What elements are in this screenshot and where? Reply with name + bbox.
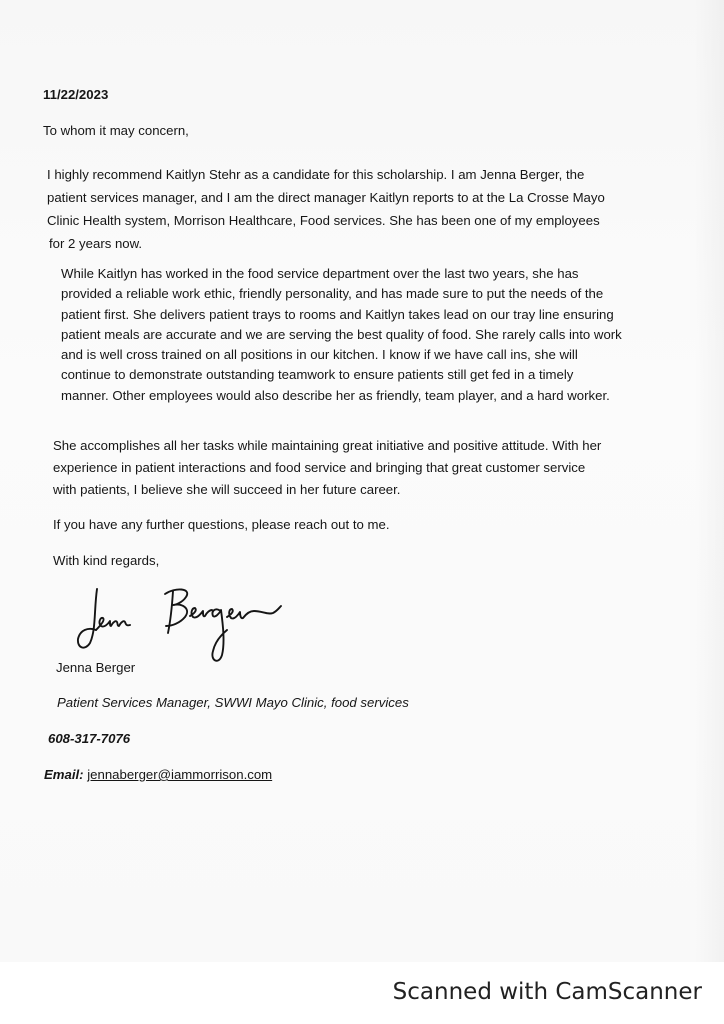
paragraph-line: continue to demonstrate outstanding teamwork to ensure patients still get fed in a timely bbox=[61, 367, 574, 383]
paragraph-line: Clinic Health system, Morrison Healthcare, Food services. She has been one of my employees bbox=[47, 213, 600, 228]
paragraph-line: and is well cross trained on all positions in our kitchen. I know if we have call ins, she will bbox=[61, 347, 578, 363]
email-line bbox=[44, 767, 272, 783]
scanner-watermark-bar bbox=[0, 962, 724, 1024]
paragraph-line: patient meals are accurate and we are serving the best quality of food. She rarely calls into work bbox=[61, 326, 622, 342]
letter-date: 11/22/2023 bbox=[43, 87, 109, 102]
paragraph-performance bbox=[61, 264, 622, 406]
paragraph-line: I highly recommend Kaitlyn Stehr as a candidate for this scholarship. I am Jenna Berger, the bbox=[47, 167, 585, 182]
paragraph-intro bbox=[47, 163, 605, 255]
signer-title: Patient Services Manager, SWWI Mayo Clinic, food services bbox=[57, 695, 409, 710]
paragraph-line: She accomplishes all her tasks while maintaining great initiative and positive attitude. With her bbox=[53, 438, 602, 453]
paragraph-line: provided a reliable work ethic, friendly personality, and has made sure to put the needs of the bbox=[61, 286, 604, 302]
scanner-watermark: Scanned with CamScanner bbox=[392, 979, 702, 1005]
paragraph-attitude bbox=[53, 435, 601, 501]
paragraph-line: for 2 years now. bbox=[49, 236, 143, 251]
paragraph-line: manner. Other employees would also describe her as friendly, team player, and a hard worker. bbox=[61, 387, 610, 403]
paragraph-line: patient first. She delivers patient trays to rooms and Kaitlyn takes lead on our tray line ensuring bbox=[61, 306, 614, 322]
paragraph-line: with patients, I believe she will succeed in her future career. bbox=[53, 482, 401, 497]
phone-number: 608-317-7076 bbox=[48, 731, 131, 746]
email-label: Email: bbox=[44, 767, 84, 782]
email-link[interactable]: jennaberger@iammorrison.com bbox=[87, 767, 273, 782]
closing: With kind regards, bbox=[53, 553, 160, 568]
paragraph-line: experience in patient interactions and food service and bringing that great customer service bbox=[53, 460, 586, 475]
paragraph-line: patient services manager, and I am the direct manager Kaitlyn reports to at the La Crosse Mayo bbox=[47, 190, 605, 205]
paragraph-line: While Kaitlyn has worked in the food service department over the last two years, she has bbox=[61, 266, 579, 281]
paragraph-contact: If you have any further questions, please reach out to me. bbox=[53, 517, 390, 532]
signer-name: Jenna Berger bbox=[56, 660, 136, 675]
salutation: To whom it may concern, bbox=[43, 123, 189, 138]
